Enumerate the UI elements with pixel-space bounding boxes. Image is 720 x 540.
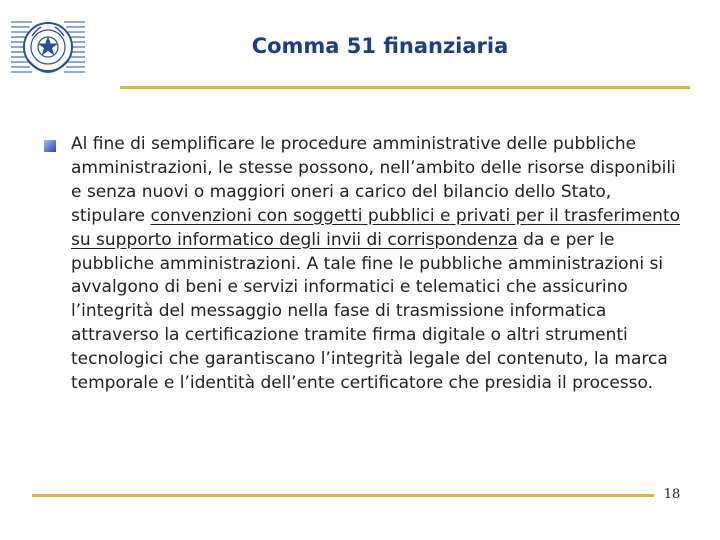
underlined-phrase: convenzioni con soggetti pubblici e privati per il trasferimento su supporto informatico degli invii di corrispondenza xyxy=(71,205,681,250)
square-bullet-icon xyxy=(44,140,56,152)
page-number: 18 xyxy=(663,487,681,502)
paragraph-text-part2: da e per le pubbliche amministrazioni. A tale fine le pubbliche amministrazioni si avvalgono di beni e servizi informatici e telematici che assicurino l’integrità del messaggio nella fase di trasmissione informatica attraverso la certificazione tramite firma digitale o altri strumenti tecnologici che garantiscano l’integrità legale del contenuto, la marca temporale e l’identità dell’ente certificatore che presidia il processo. xyxy=(71,229,668,394)
title-divider xyxy=(120,86,690,89)
bullet-paragraph xyxy=(71,133,686,396)
footer-divider xyxy=(32,494,654,497)
italian-republic-emblem-logo xyxy=(10,14,86,82)
slide-title: Comma 51 finanziaria xyxy=(251,34,509,58)
paragraph-text-part1: Al fine di semplificare le procedure amministrative delle pubbliche amministrazioni, le stesse possono, nell’ambito delle risorse disponibili e senza nuovi o maggiori oneri a carico del bilancio dello Stato, stipulare xyxy=(71,134,676,226)
emblem-icon xyxy=(10,14,86,82)
